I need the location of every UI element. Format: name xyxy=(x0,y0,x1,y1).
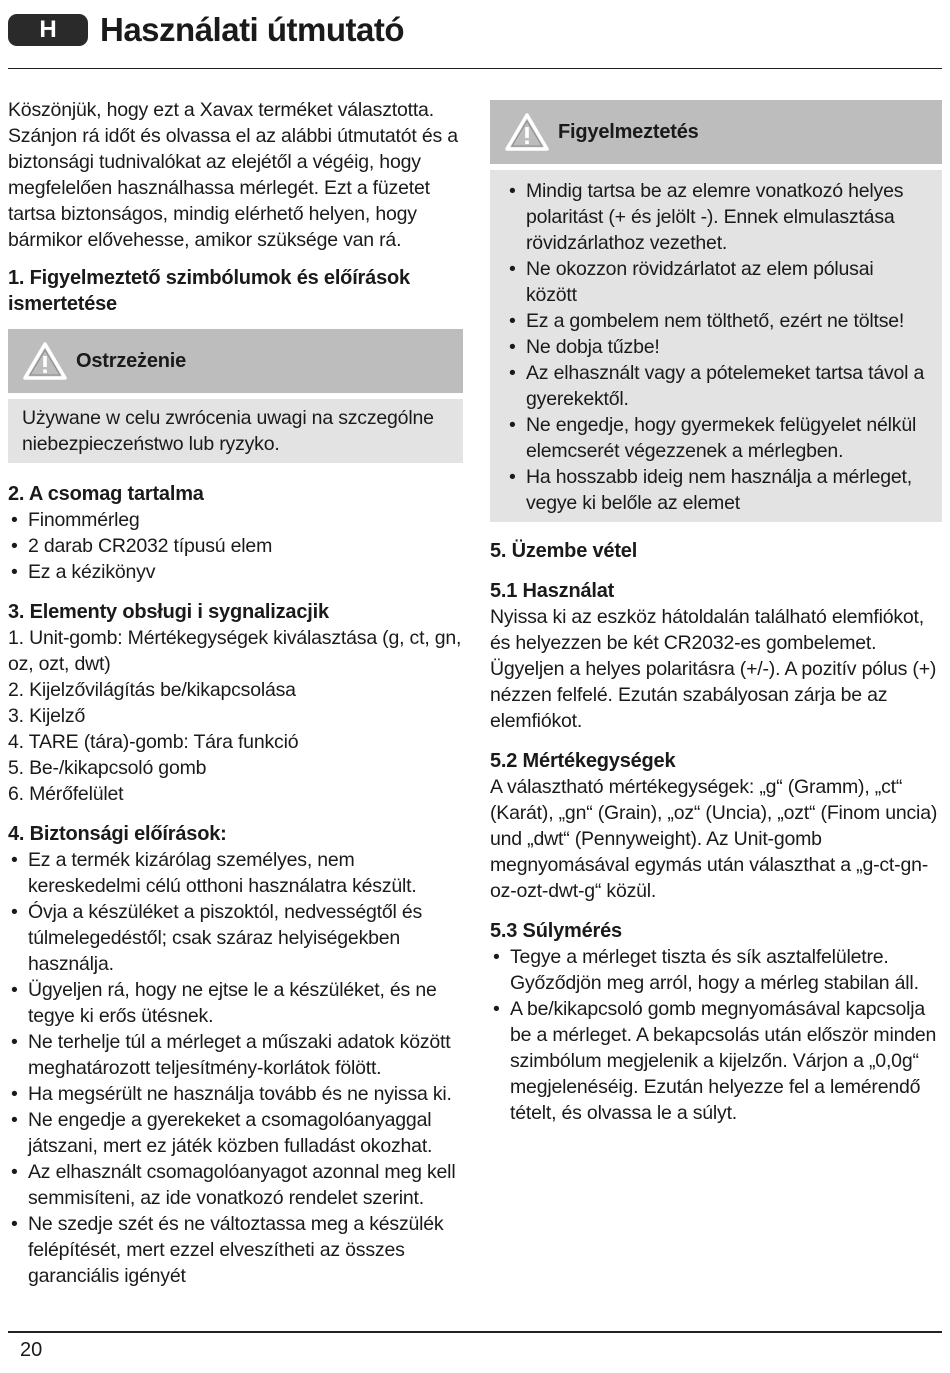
right-column xyxy=(490,100,942,1126)
weighing-list xyxy=(490,944,942,1126)
battery-warning-box xyxy=(490,170,942,522)
list-item: • Ügyeljen rá, hogy ne ejtse le a készüléket, és ne tegye ki erős ütésnek. xyxy=(8,977,463,1029)
section-3-heading: 3. Elementy obsługi i sygnalizacjik xyxy=(8,601,329,623)
section-5-heading: 5. Üzembe vétel xyxy=(490,540,638,562)
section-2-heading: 2. A csomag tartalma xyxy=(8,483,204,505)
list-item: • Ha hosszabb ideig nem használja a mérleget, vegye ki belőle az elemet xyxy=(506,464,928,516)
intro-paragraph: Köszönjük, hogy ezt a Xavax terméket választotta. Szánjon rá időt és olvassa el az alábbi útmutatót és a biztonsági tudnivalókat az elejétől a végéig, hogy megfelelően használhassa mérlegét. Ezt a füzetet tartsa biztonságos, mindig elérhető helyen, hogy bármikor elővehesse, amikor szüksége van rá. xyxy=(8,99,458,251)
warning-label: Ostrzeżenie xyxy=(76,350,187,372)
list-item: • Ne engedje a gyerekeket a csomagolóanyaggal játszani, mert ez játék közben fulladást okozhat. xyxy=(8,1107,463,1159)
header-divider xyxy=(8,68,942,69)
page-header xyxy=(8,10,942,50)
footer-divider xyxy=(8,1331,942,1333)
list-item: • Mindig tartsa be az elemre vonatkozó helyes polaritást (+ és jelölt -). Ennek elmulasztása rövidzárlathoz vezethet. xyxy=(506,178,928,256)
list-item: • Az elhasznált vagy a pótelemeket tartsa távol a gyerekektől. xyxy=(506,360,928,412)
warning-triangle-icon xyxy=(22,341,68,381)
warning-symbol-header xyxy=(8,329,463,393)
list-item: • A be/kikapcsoló gomb megnyomásával kapcsolja be a mérleget. A bekapcsolás után először minden szimbólum megjelenik a kijelzőn. Várjon a „0,0g“ megjelenéséig. Ezután helyezze fel a lemérendő tételt, és olvassa le a súlyt. xyxy=(490,996,942,1126)
list-item: 4. TARE (tára)-gomb: Tára funkció xyxy=(8,731,299,753)
units-paragraph: A választható mértékegységek: „g“ (Gramm), „ct“ (Karát), „gn“ (Grain), „oz“ (Uncia), „ozt“ (Finom uncia) und „dwt“ (Pennyweight). Az Unit-gomb megnyomásával egymás után választhat a „g-ct-gn-oz-ozt-dwt-g“ közül. xyxy=(490,776,938,902)
list-item: • 2 darab CR2032 típusú elem xyxy=(8,533,463,559)
language-badge: H xyxy=(8,14,88,46)
safety-list xyxy=(8,847,463,1289)
warning-description: Używane w celu zwrócenia uwagi na szczególne niebezpieczeństwo lub ryzyko. xyxy=(22,407,434,455)
section-5-1-heading: 5.1 Használat xyxy=(490,580,615,602)
list-item: • Ez a termék kizárólag személyes, nem kereskedelmi célú otthoni használatra készült. xyxy=(8,847,463,899)
list-item: • Ne engedje, hogy gyermekek felügyelet nélkül elemcserét végezzenek a mérlegben. xyxy=(506,412,928,464)
list-item: • Ne okozzon rövidzárlatot az elem pólusai között xyxy=(506,256,928,308)
battery-warning-header xyxy=(490,100,942,164)
usage-paragraph: Nyissa ki az eszköz hátoldalán található elemfiókot, és helyezzen be két CR2032-es gombelemet. Ügyeljen a helyes polaritásra (+/-). A pozitív pólus (+) nézzen felfelé. Ezután szabályosan zárja be az elemfiókot. xyxy=(490,606,937,732)
list-item: 6. Mérőfelület xyxy=(8,783,124,805)
list-item: • Az elhasznált csomagolóanyagot azonnal meg kell semmisíteni, az ide vonatkozó rendelet szerint. xyxy=(8,1159,463,1211)
section-5-2-heading: 5.2 Mértékegységek xyxy=(490,750,676,772)
list-item: • Ez a gombelem nem tölthető, ezért ne töltse! xyxy=(506,308,928,334)
package-contents-list xyxy=(8,507,463,585)
section-5-3-heading: 5.3 Súlymérés xyxy=(490,920,622,942)
list-item: 2. Kijelzővilágítás be/kikapcsolása xyxy=(8,679,296,701)
left-column xyxy=(8,97,463,1289)
warning-label: Figyelmeztetés xyxy=(558,121,699,143)
page-title: Használati útmutató xyxy=(100,11,405,48)
list-item: • Ne szedje szét és ne változtassa meg a készülék felépítését, mert ezzel elveszítheti az összes garanciális igényét xyxy=(8,1211,463,1289)
list-item: • Finommérleg xyxy=(8,507,463,533)
list-item: • Ne dobja tűzbe! xyxy=(506,334,928,360)
list-item: • Ez a kézikönyv xyxy=(8,559,463,585)
warning-description-box xyxy=(8,399,463,463)
list-item: 3. Kijelző xyxy=(8,705,86,727)
list-item: • Tegye a mérleget tiszta és sík asztalfelületre. Győződjön meg arról, hogy a mérleg stabilan áll. xyxy=(490,944,942,996)
warning-triangle-icon xyxy=(504,112,550,152)
page-number: 20 xyxy=(20,1339,43,1361)
list-item: 5. Be-/kikapcsoló gomb xyxy=(8,757,207,779)
list-item: • Ha megsérült ne használja tovább és ne nyissa ki. xyxy=(8,1081,463,1107)
battery-warning-list xyxy=(506,178,928,516)
section-1-heading: 1. Figyelmeztető szimbólumok és előírások ismertetése xyxy=(8,267,410,315)
controls-list xyxy=(8,625,463,807)
section-4-heading: 4. Biztonsági előírások: xyxy=(8,823,227,845)
list-item: • Óvja a készüléket a piszoktól, nedvességtől és túlmelegedéstől; csak száraz helyiségekben használja. xyxy=(8,899,463,977)
list-item: • Ne terhelje túl a mérleget a műszaki adatok között meghatározott teljesítmény-korlátok fölött. xyxy=(8,1029,463,1081)
list-item: 1. Unit-gomb: Mértékegységek kiválasztása (g, ct, gn, oz, ozt, dwt) xyxy=(8,627,462,675)
